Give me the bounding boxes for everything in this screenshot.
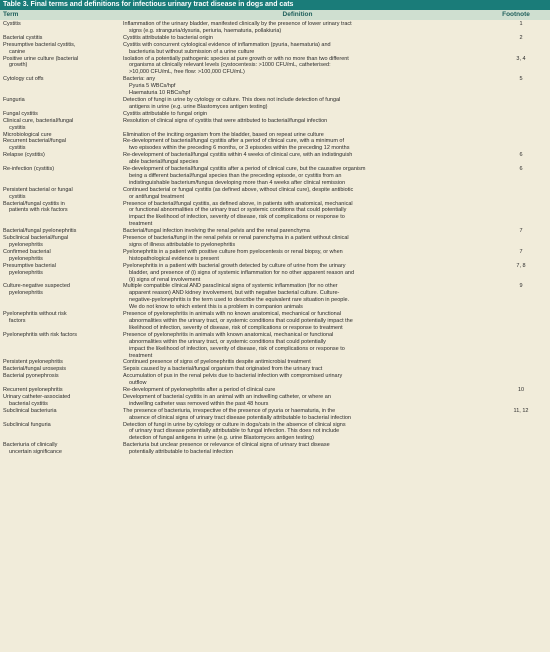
definition-cell <box>123 366 492 373</box>
term-line: Bacterial/fungal urosepsis <box>3 366 66 373</box>
header-footnote: Footnote <box>502 11 530 18</box>
definition-line: Detection of fungi in urine by cytology or culture in dogs/cats in the absence of clinical signs <box>123 421 346 428</box>
table-row <box>0 366 550 373</box>
term-line: pyelonephritis <box>9 290 43 297</box>
table-row <box>0 152 550 166</box>
footnote-cell <box>492 201 550 229</box>
definition-line: Cystitis attributable to bacterial origin <box>123 34 213 41</box>
term-cell <box>0 228 123 235</box>
definition-cell <box>123 394 492 408</box>
definition-cell <box>123 387 492 394</box>
definition-line: Presence of pyelonephritis in animals with known anatomical, mechanical or functional <box>123 331 334 338</box>
footnote-cell <box>492 111 550 118</box>
term-cell <box>0 111 123 118</box>
term-cell <box>0 118 123 132</box>
footnote-cell: 3, 4 <box>516 55 526 62</box>
term-cell <box>0 249 123 263</box>
footnote-cell <box>492 373 550 387</box>
table-row <box>0 187 550 201</box>
term-line: cystitis <box>9 124 26 131</box>
definition-cell <box>123 332 492 360</box>
term-line: Relapse (cystitis) <box>3 152 45 159</box>
definition-line: Bacteriuria but unclear presence or relevance of clinical signs of urinary tract disease <box>123 442 330 449</box>
footnote-cell <box>492 332 550 360</box>
definition-line: bacteriuria but without submission of a urine culture <box>129 48 255 55</box>
footnote-cell: 6 <box>519 166 523 173</box>
definition-cell <box>123 166 492 187</box>
definition-line: >10,000 CFU/mL, free flow: >100,000 CFU/mL) <box>129 69 245 76</box>
definition-line: indistinguishable bacterium/fungus developing more than 4 weeks after clinical remission <box>129 179 346 186</box>
definition-line: apparent reason) AND kidney involvement, but with negative bacterial culture. Culture- <box>129 290 340 297</box>
term-line: Bacterial/fungal cystitis in <box>3 200 65 207</box>
term-line: Positive urine culture (bacterial <box>3 55 79 62</box>
term-line: Confirmed bacterial <box>3 248 51 255</box>
definition-line: two episodes within the preceding 6 months, or 3 episodes within the preceding 12 months <box>129 145 350 152</box>
footnote-cell: 1 <box>519 21 523 27</box>
table-row <box>0 387 550 394</box>
definition-line: absence of clinical signs of urinary tract disease potentially attributable to bacterial infection <box>129 414 351 421</box>
term-line: Bacteriuria of clinically <box>3 442 58 449</box>
term-line: growth) <box>9 62 28 69</box>
header-term: Term <box>3 11 19 18</box>
term-line: Presumptive bacterial <box>3 262 56 269</box>
table-header-row <box>0 10 550 20</box>
term-line: Funguria <box>3 96 25 103</box>
table-row <box>0 111 550 118</box>
footnote-cell <box>492 132 550 139</box>
term-cell <box>0 166 123 187</box>
definition-line: Presence of pyelonephritis in animals with no known anatomical, mechanical or functional <box>123 311 341 318</box>
definition-line: able bacterial/fungal species <box>129 159 199 166</box>
definition-cell <box>123 249 492 263</box>
term-line: Bacterial pyonephrosis <box>3 373 59 380</box>
table-row <box>0 56 550 77</box>
definition-cell <box>123 359 492 366</box>
term-cell <box>0 373 123 387</box>
definition-cell <box>123 152 492 166</box>
definition-line: Bacteria: any <box>123 76 156 83</box>
footnote-cell: 7, 8 <box>516 262 526 269</box>
term-line: Cystitis <box>3 21 21 27</box>
definition-line: bladder, and presence of (i) signs of systemic inflammation for no other apparent reason and <box>129 269 355 276</box>
term-line: cystitis <box>9 145 26 152</box>
definition-line: indwelling catheter was removed within the past 48 hours <box>129 400 269 407</box>
term-line: pyelonephritis <box>9 269 43 276</box>
definition-cell <box>123 56 492 77</box>
definition-cell <box>123 201 492 229</box>
definition-line: Continued presence of signs of pyelonephritis despite antimicrobial treatment <box>123 359 311 366</box>
definition-line: antigens in urine (e.g. urine Blastomyces antigen testing) <box>129 103 268 110</box>
definition-line: Detection of fungi in urine by cytology or culture. This does not include detection of fungal <box>123 96 341 103</box>
term-cell <box>0 311 123 332</box>
term-line: Pyelonephritis with risk factors <box>3 331 77 338</box>
definition-cell <box>123 311 492 332</box>
term-cell <box>0 332 123 360</box>
table-title: Table 3. Final terms and definitions for infectious urinary tract disease in dogs and cats <box>0 0 550 10</box>
table-row <box>0 166 550 187</box>
definition-line: (ii) signs of renal involvement <box>129 276 201 283</box>
definition-line: Isolation of a potentially pathogenic species at pure growth or with no more than two different <box>123 55 349 62</box>
table-row <box>0 359 550 366</box>
term-cell <box>0 152 123 166</box>
table-row <box>0 118 550 132</box>
definition-line: Re-development of pyelonephritis after a period of clinical cure <box>123 387 276 394</box>
definition-line: Bacterial/fungal infection involving the renal pelvis and the renal parenchyma <box>123 228 310 235</box>
definition-line: negative-pyelonephritis is the term used to describe the equivalent rare situation in people. <box>129 297 350 304</box>
definition-line: Re-development of bacterial/fungal cystitis after a period of clinical cure, with a minimum of <box>123 138 345 145</box>
term-line: Subclinical bacterial/fungal <box>3 235 69 242</box>
definition-cell <box>123 21 492 35</box>
definition-line: potentially attributable to bacterial infection <box>129 449 233 456</box>
footnote-cell: 7 <box>519 228 523 235</box>
term-cell <box>0 235 123 249</box>
footnote-cell: 5 <box>519 76 523 83</box>
term-line: pyelonephritis <box>9 242 43 248</box>
term-cell <box>0 263 123 284</box>
term-line: canine <box>9 48 26 55</box>
definition-cell <box>123 132 492 139</box>
table-row <box>0 97 550 111</box>
table-row <box>0 21 550 35</box>
term-cell <box>0 408 123 422</box>
term-cell <box>0 97 123 111</box>
term-cell <box>0 394 123 408</box>
term-cell <box>0 132 123 139</box>
definition-line: or functional abnormalities of the urinary tract or systemic conditions that could potentially <box>129 207 347 214</box>
definition-cell <box>123 97 492 111</box>
term-line: Presumptive bacterial cystitis, <box>3 41 76 48</box>
footnote-cell: 7 <box>519 248 523 255</box>
definition-cell <box>123 283 492 311</box>
table-row <box>0 408 550 422</box>
footnote-cell <box>492 422 550 443</box>
term-cell <box>0 366 123 373</box>
term-line: Microbiological cure <box>3 131 52 138</box>
definition-cell <box>123 187 492 201</box>
definition-line: Presence of bacterial/fungal cystitis, as defined above, in patients with anatomical, mechanical <box>123 200 353 207</box>
term-line: pyelonephritis <box>9 255 43 262</box>
term-line: Pyelonephritis without risk <box>3 311 67 318</box>
footnote-cell <box>492 394 550 408</box>
definition-line: abnormalities within the urinary tract, or systemic conditions that could potentially <box>129 338 326 345</box>
header-definition: Definition <box>282 11 313 18</box>
term-cell <box>0 283 123 311</box>
term-line: patients with risk factors <box>9 207 68 214</box>
table-row <box>0 42 550 56</box>
table-row <box>0 76 550 97</box>
table-row <box>0 228 550 235</box>
term-line: Recurrent pyelonephritis <box>3 387 63 394</box>
term-line: Recurrent bacterial/fungal <box>3 138 66 145</box>
definition-cell <box>123 263 492 284</box>
term-cell <box>0 35 123 42</box>
table-row <box>0 442 550 456</box>
definition-line: Pyuria 5 WBCs/hpf <box>129 83 176 90</box>
term-line: bacterial cystitis <box>9 400 48 407</box>
definition-line: Resolution of clinical signs of cystitis that were attributed to bacterial/fungal infection <box>123 117 328 124</box>
term-cell <box>0 56 123 77</box>
definition-line: detection of fungal antigens in urine (e.g. urine Blastomyces antigen testing) <box>129 435 314 442</box>
term-cell <box>0 21 123 35</box>
definition-line: The presence of bacteriuria, irrespective of the presence of pyuria or haematuria, in the <box>123 407 336 414</box>
definition-line: Haematuria 10 RBCs/hpf <box>129 90 191 97</box>
definition-line: Inflammation of the urinary bladder, manifested clinically by the presence of lower urinary tract <box>123 21 352 27</box>
table-row <box>0 283 550 311</box>
definition-cell <box>123 408 492 422</box>
table-row <box>0 422 550 443</box>
definition-line: We do not know to which extent this is a problem in companion animals <box>129 304 303 311</box>
term-cell <box>0 187 123 201</box>
footnote-cell <box>492 442 550 456</box>
term-cell <box>0 138 123 152</box>
definition-line: impact the likelihood of infection, severity of disease, risk of complications or response to <box>129 214 345 221</box>
term-line: Subclinical bacteriuria <box>3 407 57 414</box>
footnote-cell <box>492 235 550 249</box>
term-line: Clinical cure, bacterial/fungal <box>3 117 74 124</box>
footnote-cell <box>492 366 550 373</box>
footnote-cell <box>492 138 550 152</box>
term-line: Persistent pyelonephritis <box>3 359 63 366</box>
definition-cell <box>123 111 492 118</box>
table-row <box>0 311 550 332</box>
definition-line: Re-development of bacterial/fungal cystitis within 4 weeks of clinical cure, with an indistinguish <box>123 152 353 159</box>
footnote-cell <box>492 311 550 332</box>
definition-line: Cystitis attributable to fungal origin <box>123 110 208 117</box>
definition-cell <box>123 235 492 249</box>
footnote-cell: 6 <box>519 152 523 159</box>
definition-line: organisms at clinically relevant levels (cystocentesis: >1000 CFU/mL, catheterised: <box>129 62 331 69</box>
table-row <box>0 332 550 360</box>
definition-cell <box>123 442 492 456</box>
term-line: cystitis <box>9 193 26 200</box>
footnote-cell <box>492 118 550 132</box>
term-cell <box>0 359 123 366</box>
term-line: Urinary catheter-associated <box>3 393 71 400</box>
table-row <box>0 373 550 387</box>
footnote-cell <box>492 42 550 56</box>
term-line: Bacterial/fungal pyelonephritis <box>3 228 77 235</box>
definition-line: signs (e.g. stranguria/dysuria, periuria, haematuria, pollakiuria) <box>129 27 282 34</box>
table-row <box>0 263 550 284</box>
definition-line: Elimination of the inciting organism from the bladder, based on repeat urine culture <box>123 131 324 138</box>
table-row <box>0 35 550 42</box>
definition-cell <box>123 76 492 97</box>
definition-cell <box>123 373 492 387</box>
term-line: Subclinical funguria <box>3 421 51 428</box>
table-row <box>0 394 550 408</box>
footnote-cell: 2 <box>519 34 523 41</box>
definition-line: of urinary tract disease potentially attributable to fungal infection. This does not include <box>129 428 340 435</box>
table-row <box>0 249 550 263</box>
footnote-cell <box>492 187 550 201</box>
footnote-cell: 10 <box>517 387 525 394</box>
definition-line: or antifungal treatment <box>129 193 185 200</box>
definition-line: Development of bacterial cystitis in an animal with an indwelling catheter, or where an <box>123 393 331 400</box>
definition-line: Continued bacterial or fungal cystitis (as defined above, without clinical cure), despite antibiotic <box>123 186 354 193</box>
definition-line: impact the likelihood of infection, severity of disease, risk of complications or response to <box>129 345 345 352</box>
definition-line: being a different bacterial/fungal species than the preceding episode, or cystitis from an <box>129 172 342 179</box>
definition-cell <box>123 422 492 443</box>
term-cell <box>0 422 123 443</box>
definition-line: abnormalities within the urinary tract, or systemic conditions that could potentially impact the <box>129 317 353 324</box>
term-line: Persistent bacterial or fungal <box>3 186 73 193</box>
footnote-cell: 9 <box>519 283 523 290</box>
term-cell <box>0 387 123 394</box>
definition-line: Pyelonephritis in a patient with positive culture from pyelocentesis or renal biopsy, or when <box>123 248 343 255</box>
definition-cell <box>123 42 492 56</box>
definition-line: Cystitis with concurrent cytological evidence of inflammation (pyuria, haematuria) and <box>123 41 331 48</box>
term-line: Culture-negative suspected <box>3 283 70 290</box>
term-line: Re-infection (cystitis) <box>3 166 55 173</box>
definition-line: Accumulation of pus in the renal pelvis due to bacterial infection with compromised urinary <box>123 373 343 380</box>
table-row <box>0 138 550 152</box>
table-row <box>0 235 550 249</box>
table-body <box>0 20 550 456</box>
definition-line: Pyelonephritis in a patient with bacterial growth detected by culture of urine from the urinary <box>123 262 346 269</box>
term-cell <box>0 442 123 456</box>
term-cell <box>0 76 123 97</box>
definition-line: Sepsis caused by a bacterial/fungal organism that originated from the urinary tract <box>123 366 323 373</box>
definition-cell <box>123 138 492 152</box>
table-row <box>0 201 550 229</box>
definition-cell <box>123 228 492 235</box>
definition-line: histopathological evidence is present <box>129 255 219 262</box>
definition-line: Re-development of bacterial/fungal cystitis after a period of clinical cure, but the causative organism <box>123 166 366 173</box>
definition-line: outflow <box>129 380 147 387</box>
definition-cell <box>123 118 492 132</box>
definition-line: Multiple compatible clinical AND paraclinical signs of systemic inflammation (for no other <box>123 283 338 290</box>
term-line: factors <box>9 317 26 324</box>
definition-line: treatment <box>129 221 153 228</box>
definition-line: Presence of bacteria/fungi in the renal pelvis or renal parenchyma in a patient without clinical <box>123 235 349 242</box>
term-cell <box>0 201 123 229</box>
term-line: uncertain significance <box>9 449 62 456</box>
table-row <box>0 132 550 139</box>
definition-line: treatment <box>129 352 153 359</box>
term-cell <box>0 42 123 56</box>
definition-line: likelihood of infection, severity of disease, risk of complications or response to treatment <box>129 324 343 331</box>
footnote-cell <box>492 97 550 111</box>
definition-cell <box>123 35 492 42</box>
term-line: Fungal cystitis <box>3 110 38 117</box>
term-line: Bacterial cystitis <box>3 34 43 41</box>
definition-line: signs of illness attributable to pyelonephritis <box>129 242 236 248</box>
footnote-cell: 11, 12 <box>513 407 529 414</box>
term-line: Cytology cut offs <box>3 76 44 83</box>
footnote-cell <box>492 359 550 366</box>
